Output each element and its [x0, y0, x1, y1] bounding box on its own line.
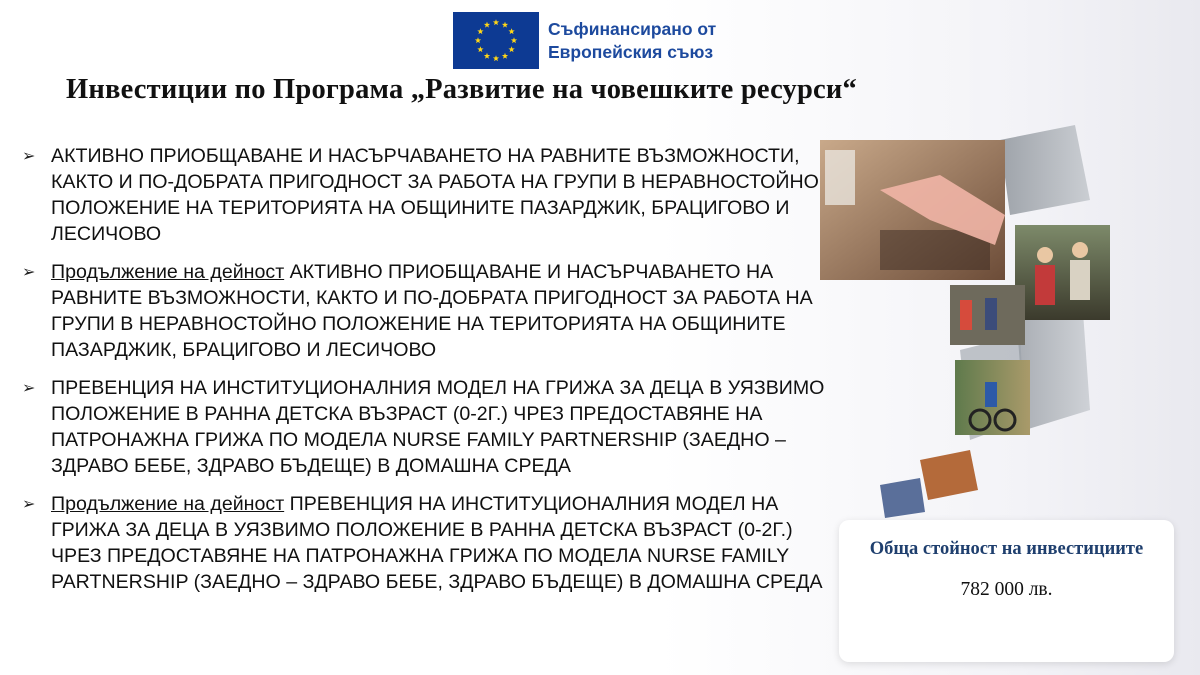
eu-star-icon: [475, 37, 481, 43]
list-item-text: [51, 491, 834, 595]
eu-star-icon: [502, 53, 508, 59]
logo-line-2: Европейския съюз: [548, 42, 714, 62]
photo-collage: [820, 120, 1200, 520]
investment-summary-card: [839, 520, 1174, 662]
arrow-bullet-icon: ➢: [22, 146, 36, 165]
list-item: [22, 491, 834, 595]
list-item-lead: Продължение на дейност: [51, 261, 285, 283]
eu-star-icon: [493, 19, 499, 25]
list-item-body: ПРЕВЕНЦИЯ НА ИНСТИТУЦИОНАЛНИЯ МОДЕЛ НА ГРИЖА ЗА ДЕЦА В УЯЗВИМО ПОЛОЖЕНИЕ В РАННА ДЕТСКА ВЪЗРАСТ (0-2Г.) ЧРЕЗ ПРЕДОСТАВЯНЕ НА ПАТРОНАЖНА ГРИЖА ПО МОДЕЛА NURSE FAMILY PARTNERSHIP (ЗАЕДНО – ЗДРАВО БЕБЕ, ЗДРАВО БЪДЕЩЕ) В ДОМАШНА СРЕДА: [51, 493, 823, 593]
eu-star-icon: [477, 28, 483, 34]
eu-star-icon: [484, 53, 490, 59]
list-item: [22, 375, 834, 479]
eu-star-icon: [493, 55, 499, 61]
page-title: Инвестиции по Програма „Развитие на човешките ресурси“: [66, 74, 857, 105]
eu-star-icon: [511, 37, 517, 43]
arrow-bullet-icon: ➢: [22, 262, 36, 281]
eu-star-icon: [484, 22, 490, 28]
arrow-bullet-icon: ➢: [22, 378, 36, 397]
photo-small-1: [920, 450, 978, 500]
list-item: [22, 143, 834, 247]
bullet-list: [22, 143, 834, 607]
summary-value: 782 000 лв.: [960, 579, 1053, 600]
photo-folk-dancers: [1015, 225, 1110, 320]
eu-cofunded-logo: [453, 12, 738, 70]
summary-title: Обща стойност на инвестициите: [869, 539, 1144, 559]
eu-flag-icon: [453, 12, 539, 69]
list-item-text: [51, 375, 834, 479]
photo-small-2: [880, 478, 925, 518]
list-item: [22, 259, 834, 363]
eu-star-icon: [508, 46, 514, 52]
list-item-body: ПРЕВЕНЦИЯ НА ИНСТИТУЦИОНАЛНИЯ МОДЕЛ НА ГРИЖА ЗА ДЕЦА В УЯЗВИМО ПОЛОЖЕНИЕ В РАННА ДЕТСКА ВЪЗРАСТ (0-2Г.) ЧРЕЗ ПРЕДОСТАВЯНЕ НА ПАТРОНАЖНА ГРИЖА ПО МОДЕЛА NURSE FAMILY PARTNERSHIP (ЗАЕДНО – ЗДРАВО БЕБЕ, ЗДРАВО БЪДЕЩЕ) В ДОМАШНА СРЕДА: [51, 377, 825, 477]
arrow-bullet-icon: ➢: [22, 494, 36, 513]
eu-star-icon: [508, 28, 514, 34]
list-item-lead: Продължение на дейност: [51, 493, 285, 515]
list-item-text: [51, 143, 834, 247]
list-item-body: АКТИВНО ПРИОБЩАВАНЕ И НАСЪРЧАВАНЕТО НА РАВНИТЕ ВЪЗМОЖНОСТИ, КАКТО И ПО-ДОБРАТА ПРИГОДНОСТ ЗА РАБОТА НА ГРУПИ В НЕРАВНОСТОЙНО ПОЛОЖЕНИЕ НА ТЕРИТОРИЯТА НА ОБЩИНИТЕ ПАЗАРДЖИК, БРАЦИГОВО И ЛЕСИЧОВО: [51, 145, 819, 245]
eu-star-icon: [477, 46, 483, 52]
eu-star-icon: [502, 22, 508, 28]
list-item-body: АКТИВНО ПРИОБЩАВАНЕ И НАСЪРЧАВАНЕТО НА РАВНИТЕ ВЪЗМОЖНОСТИ, КАКТО И ПО-ДОБРАТА ПРИГОДНОСТ ЗА РАБОТА НА ГРУПИ В НЕРАВНОСТОЙНО ПОЛОЖЕНИЕ НА ТЕРИТОРИЯТА НА ОБЩИНИТЕ ПАЗАРДЖИК, БРАЦИГОВО И ЛЕСИЧОВО: [51, 261, 813, 361]
logo-line-1: Съфинансирано от: [548, 19, 717, 39]
eu-cofunded-text: [548, 18, 716, 64]
gray-3d-block: [1000, 125, 1090, 215]
list-item-text: [51, 259, 834, 363]
